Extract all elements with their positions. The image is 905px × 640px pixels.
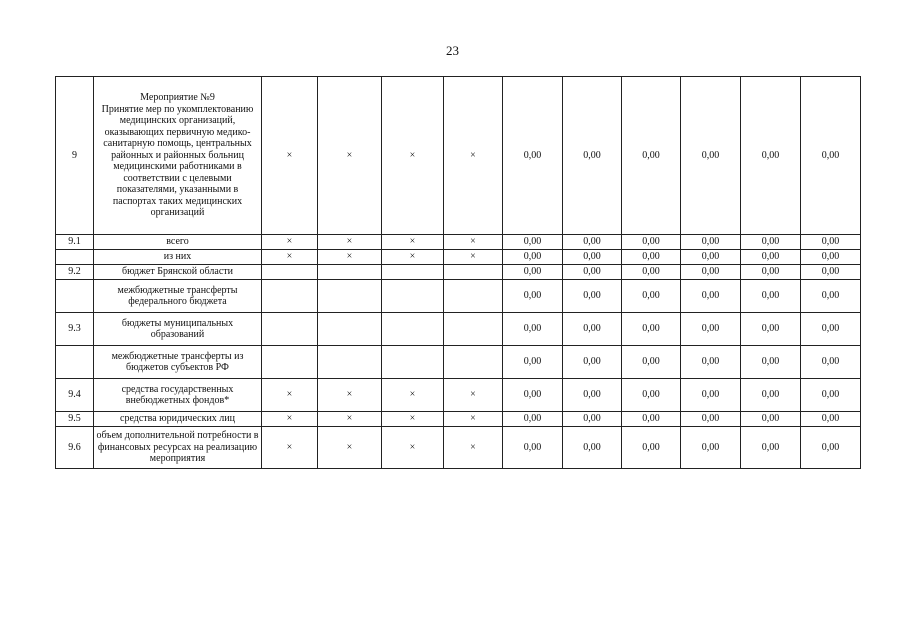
value-cell: 0,00: [622, 235, 681, 250]
mark-cell: [444, 280, 503, 313]
table-row: [56, 250, 861, 265]
mark-cell: ×: [444, 427, 503, 469]
row-label: межбюджетные трансферты федерального бюджета: [94, 280, 262, 313]
mark-cell: ×: [318, 235, 382, 250]
mark-cell: ×: [262, 412, 318, 427]
row-number: [56, 250, 94, 265]
mark-cell: [382, 265, 444, 280]
value-cell: 0,00: [681, 280, 741, 313]
value-cell: 0,00: [681, 379, 741, 412]
table-row: [56, 427, 861, 469]
value-cell: 0,00: [681, 265, 741, 280]
value-cell: 0,00: [622, 379, 681, 412]
value-cell: 0,00: [622, 427, 681, 469]
table-row: [56, 346, 861, 379]
row-label: бюджеты муниципальных образований: [94, 313, 262, 346]
value-cell: 0,00: [741, 77, 801, 235]
mark-cell: ×: [262, 250, 318, 265]
value-cell: 0,00: [741, 235, 801, 250]
row-label: Мероприятие №9 Принятие мер по укомплектованию медицинских организаций, оказывающих первичную медико-санитарную помощь, центральных районных и районных больниц медицинскими работниками в соответствии с целевыми показателями, указанными в паспортах таких медицинских организаций: [94, 77, 262, 235]
mark-cell: ×: [444, 77, 503, 235]
value-cell: 0,00: [503, 427, 563, 469]
value-cell: 0,00: [741, 250, 801, 265]
value-cell: 0,00: [681, 346, 741, 379]
value-cell: 0,00: [503, 235, 563, 250]
row-number: 9.5: [56, 412, 94, 427]
value-cell: 0,00: [622, 346, 681, 379]
value-cell: 0,00: [681, 427, 741, 469]
mark-cell: ×: [444, 412, 503, 427]
value-cell: 0,00: [741, 265, 801, 280]
value-cell: 0,00: [741, 313, 801, 346]
mark-cell: [318, 313, 382, 346]
row-label: средства государственных внебюджетных фондов*: [94, 379, 262, 412]
value-cell: 0,00: [563, 412, 622, 427]
mark-cell: [318, 346, 382, 379]
mark-cell: [382, 313, 444, 346]
row-label: объем дополнительной потребности в финансовых ресурсах на реализацию мероприятия: [94, 427, 262, 469]
value-cell: 0,00: [681, 412, 741, 427]
table-row: [56, 412, 861, 427]
mark-cell: [444, 346, 503, 379]
value-cell: 0,00: [503, 379, 563, 412]
table-row: [56, 235, 861, 250]
row-label: средства юридических лиц: [94, 412, 262, 427]
value-cell: 0,00: [563, 250, 622, 265]
value-cell: 0,00: [741, 280, 801, 313]
value-cell: 0,00: [622, 280, 681, 313]
mark-cell: ×: [262, 77, 318, 235]
mark-cell: ×: [444, 250, 503, 265]
table-row: [56, 313, 861, 346]
mark-cell: [262, 346, 318, 379]
mark-cell: ×: [318, 427, 382, 469]
row-number: [56, 346, 94, 379]
value-cell: 0,00: [801, 77, 861, 235]
table-row: [56, 77, 861, 235]
value-cell: 0,00: [503, 280, 563, 313]
mark-cell: ×: [444, 235, 503, 250]
row-number: [56, 280, 94, 313]
mark-cell: ×: [382, 427, 444, 469]
value-cell: 0,00: [563, 379, 622, 412]
value-cell: 0,00: [563, 77, 622, 235]
mark-cell: [444, 313, 503, 346]
row-label: бюджет Брянской области: [94, 265, 262, 280]
value-cell: 0,00: [622, 313, 681, 346]
row-label: межбюджетные трансферты из бюджетов субъектов РФ: [94, 346, 262, 379]
value-cell: 0,00: [801, 346, 861, 379]
value-cell: 0,00: [563, 313, 622, 346]
value-cell: 0,00: [622, 265, 681, 280]
value-cell: 0,00: [503, 77, 563, 235]
row-number: 9.1: [56, 235, 94, 250]
row-number: 9.3: [56, 313, 94, 346]
value-cell: 0,00: [801, 235, 861, 250]
mark-cell: [262, 313, 318, 346]
mark-cell: ×: [382, 412, 444, 427]
value-cell: 0,00: [681, 313, 741, 346]
value-cell: 0,00: [801, 280, 861, 313]
value-cell: 0,00: [801, 265, 861, 280]
mark-cell: ×: [318, 250, 382, 265]
mark-cell: [262, 265, 318, 280]
mark-cell: [262, 280, 318, 313]
table-row: [56, 265, 861, 280]
mark-cell: ×: [382, 250, 444, 265]
value-cell: 0,00: [801, 313, 861, 346]
mark-cell: ×: [382, 77, 444, 235]
value-cell: 0,00: [801, 427, 861, 469]
mark-cell: ×: [382, 379, 444, 412]
mark-cell: [382, 280, 444, 313]
row-label: из них: [94, 250, 262, 265]
table-row: [56, 379, 861, 412]
row-label: всего: [94, 235, 262, 250]
value-cell: 0,00: [563, 280, 622, 313]
value-cell: 0,00: [681, 250, 741, 265]
mark-cell: [318, 280, 382, 313]
value-cell: 0,00: [681, 235, 741, 250]
mark-cell: ×: [444, 379, 503, 412]
mark-cell: ×: [318, 379, 382, 412]
value-cell: 0,00: [681, 77, 741, 235]
row-number: 9.4: [56, 379, 94, 412]
row-number: 9.6: [56, 427, 94, 469]
value-cell: 0,00: [503, 250, 563, 265]
value-cell: 0,00: [503, 346, 563, 379]
value-cell: 0,00: [801, 412, 861, 427]
value-cell: 0,00: [563, 427, 622, 469]
value-cell: 0,00: [563, 265, 622, 280]
page-number: 23: [446, 43, 459, 58]
value-cell: 0,00: [741, 379, 801, 412]
row-number: 9: [56, 77, 94, 235]
value-cell: 0,00: [622, 412, 681, 427]
mark-cell: ×: [318, 77, 382, 235]
value-cell: 0,00: [801, 379, 861, 412]
mark-cell: [318, 265, 382, 280]
mark-cell: ×: [262, 379, 318, 412]
row-number: 9.2: [56, 265, 94, 280]
value-cell: 0,00: [741, 427, 801, 469]
value-cell: 0,00: [563, 235, 622, 250]
value-cell: 0,00: [503, 412, 563, 427]
value-cell: 0,00: [741, 412, 801, 427]
table-row: [56, 280, 861, 313]
mark-cell: [382, 346, 444, 379]
mark-cell: [444, 265, 503, 280]
value-cell: 0,00: [622, 77, 681, 235]
mark-cell: ×: [262, 427, 318, 469]
value-cell: 0,00: [741, 346, 801, 379]
financing-table: [55, 76, 861, 469]
mark-cell: ×: [382, 235, 444, 250]
mark-cell: ×: [318, 412, 382, 427]
value-cell: 0,00: [503, 265, 563, 280]
value-cell: 0,00: [801, 250, 861, 265]
value-cell: 0,00: [622, 250, 681, 265]
mark-cell: ×: [262, 235, 318, 250]
value-cell: 0,00: [563, 346, 622, 379]
value-cell: 0,00: [503, 313, 563, 346]
